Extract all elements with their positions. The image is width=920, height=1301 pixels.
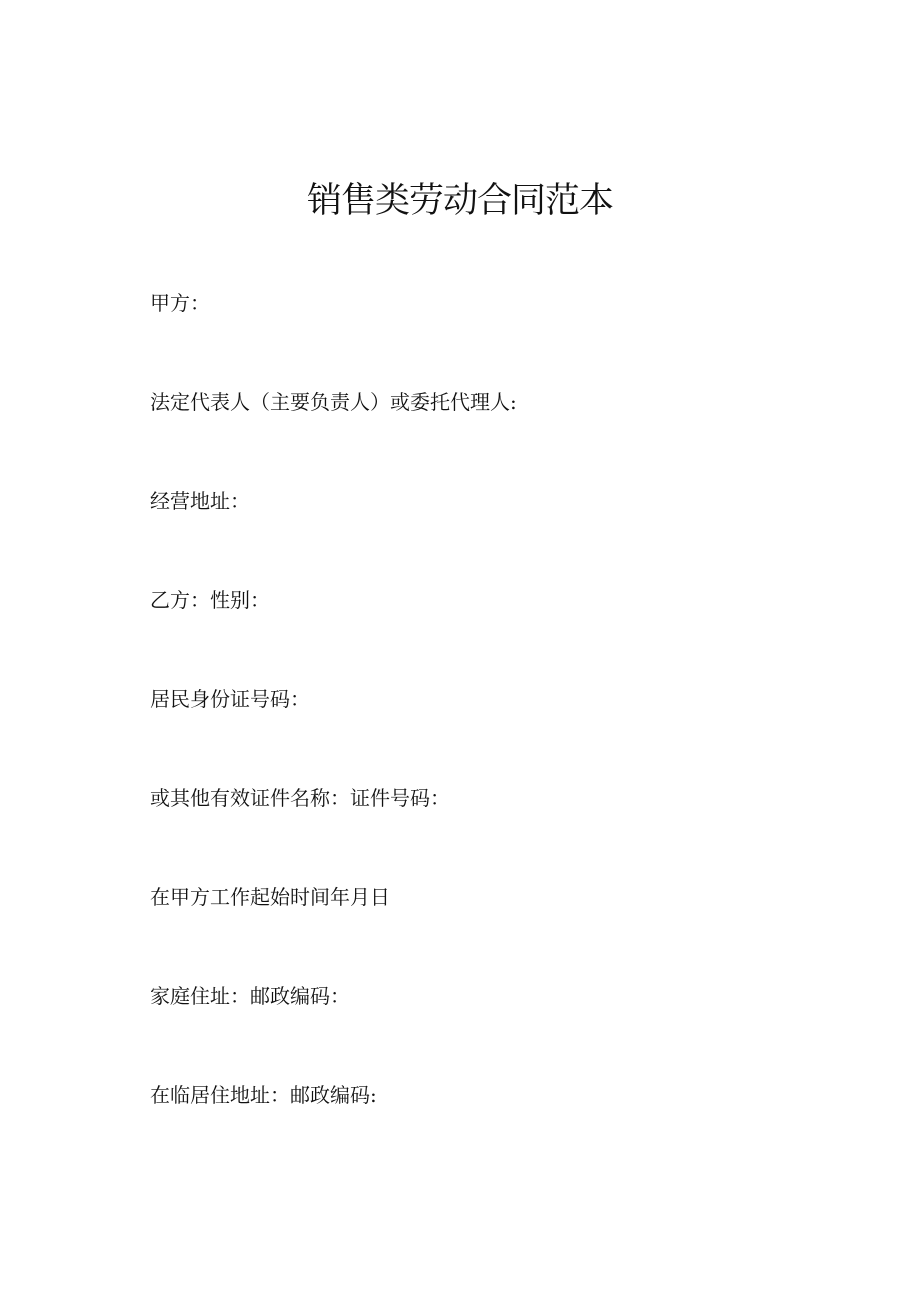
field-temporary-address: 在临居住地址：邮政编码: [150,1083,377,1107]
field-business-address: 经营地址： [150,489,250,513]
field-start-date: 在甲方工作起始时间年月日 [150,885,390,909]
field-legal-representative: 法定代表人（主要负责人）或委托代理人: [150,390,517,414]
field-other-certificate: 或其他有效证件名称：证件号码： [150,786,450,810]
field-home-address: 家庭住址：邮政编码： [150,984,350,1008]
field-party-b-gender: 乙方：性别： [150,588,270,612]
document-title: 销售类劳动合同范本 [306,181,613,221]
field-party-a: 甲方： [150,291,210,315]
field-id-number: 居民身份证号码： [150,687,310,711]
